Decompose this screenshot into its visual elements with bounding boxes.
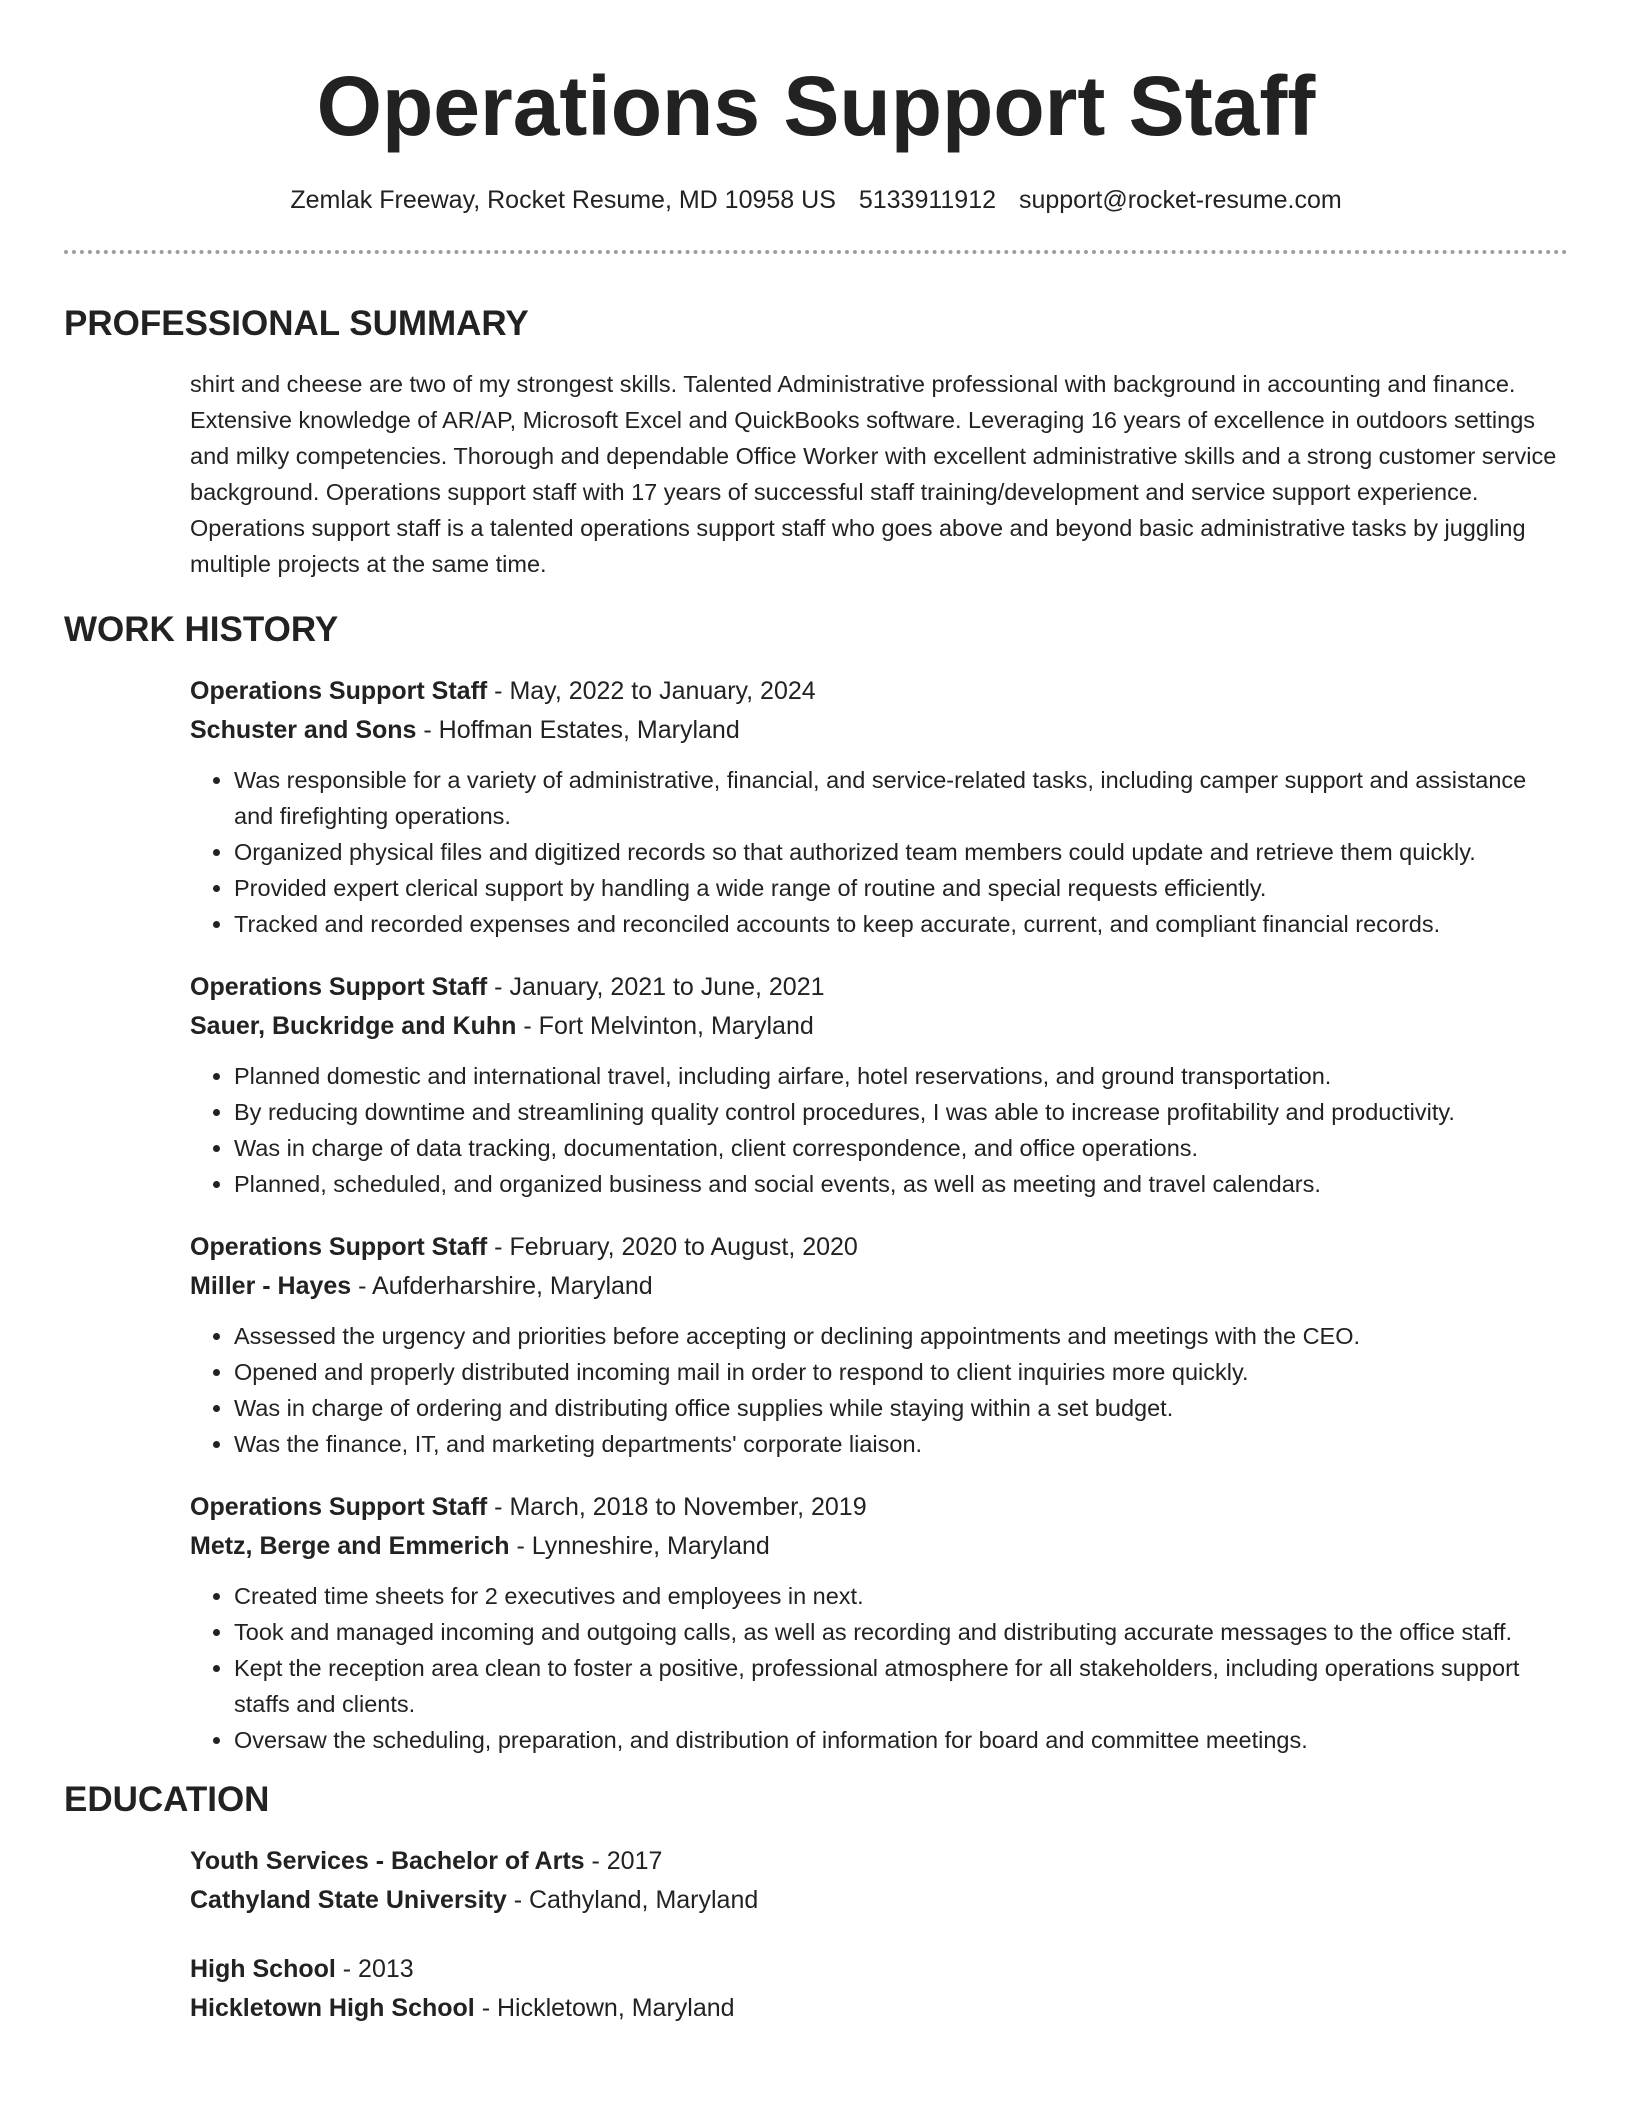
education-degree: Youth Services - Bachelor of Arts	[190, 1847, 585, 1875]
job-bullets	[190, 1058, 1568, 1202]
job-company-line	[190, 711, 1568, 750]
job-bullet: • Planned, scheduled, and organized business and social events, as well as meeting and travel calendars.	[234, 1166, 1568, 1202]
job-entry	[190, 1488, 1568, 1758]
education-entry	[190, 1950, 1568, 2028]
education-degree-line	[190, 1842, 1568, 1881]
summary-text: shirt and cheese are two of my strongest skills. Talented Administrative professional with background in accounting and finance. Extensive knowledge of AR/AP, Microsoft Excel and QuickBooks software. Leveraging 16 years of excellence in outdoors settings and milky competencies. Thorough and dependable Office Worker with excellent administrative skills and a strong customer service background. Operations support staff with 17 years of successful staff training/development and service support experience. Operations support staff is a talented operations support staff who goes above and beyond basic administrative tasks by juggling multiple projects at the same time.	[190, 371, 1557, 577]
education-degree: High School	[190, 1955, 336, 1983]
job-company-line	[190, 1527, 1568, 1566]
contact-line	[64, 184, 1568, 216]
job-position: Operations Support Staff	[190, 973, 488, 1001]
job-bullet: • Was in charge of ordering and distributing office supplies while staying within a set budget.	[234, 1390, 1568, 1426]
job-bullets	[190, 1578, 1568, 1758]
job-dates: - March, 2018 to November, 2019	[487, 1493, 867, 1521]
job-bullet: • Was responsible for a variety of administrative, financial, and service-related tasks, including camper support and assistance and firefighting operations.	[234, 762, 1568, 834]
job-bullet: • Was the finance, IT, and marketing departments' corporate liaison.	[234, 1426, 1568, 1462]
job-bullet: • Provided expert clerical support by handling a wide range of routine and special requests efficiently.	[234, 870, 1568, 906]
job-company: Sauer, Buckridge and Kuhn	[190, 1012, 517, 1040]
job-bullet: • Planned domestic and international travel, including airfare, hotel reservations, and ground transportation.	[234, 1058, 1568, 1094]
job-company-line	[190, 1267, 1568, 1306]
job-bullet: • Tracked and recorded expenses and reconciled accounts to keep accurate, current, and compliant financial records.	[234, 906, 1568, 942]
job-position: Operations Support Staff	[190, 1493, 488, 1521]
education-degree-line	[190, 1950, 1568, 1989]
education-school-line	[190, 1989, 1568, 2028]
job-company: Miller - Hayes	[190, 1272, 352, 1300]
job-company: Metz, Berge and Emmerich	[190, 1532, 510, 1560]
education-school-line	[190, 1881, 1568, 1920]
section-title-education: EDUCATION	[64, 1780, 270, 1819]
job-bullet: • By reducing downtime and streamlining quality control procedures, I was able to increase profitability and productivity.	[234, 1094, 1568, 1130]
contact-email: support@rocket-resume.com	[1018, 186, 1342, 214]
job-bullet: • Opened and properly distributed incoming mail in order to respond to client inquiries more quickly.	[234, 1354, 1568, 1390]
job-title-line	[190, 968, 1568, 1007]
contact-phone: 5133911912	[858, 186, 997, 214]
job-location: - Aufderharshire, Maryland	[351, 1272, 653, 1300]
job-bullet: • Was in charge of data tracking, documentation, client correspondence, and office operations.	[234, 1130, 1568, 1166]
education-year: - 2013	[335, 1955, 414, 1983]
job-dates: - January, 2021 to June, 2021	[487, 973, 825, 1001]
job-bullets	[190, 762, 1568, 942]
job-location: - Hoffman Estates, Maryland	[416, 716, 740, 744]
education-school: Hickletown High School	[190, 1994, 475, 2022]
job-bullet: • Kept the reception area clean to foster a positive, professional atmosphere for all stakeholders, including operations support staffs and clients.	[234, 1650, 1568, 1722]
job-bullet: • Assessed the urgency and priorities before accepting or declining appointments and meetings with the CEO.	[234, 1318, 1568, 1354]
job-location: - Fort Melvinton, Maryland	[516, 1012, 814, 1040]
job-company-line	[190, 1007, 1568, 1046]
job-location: - Lynneshire, Maryland	[509, 1532, 770, 1560]
job-entry	[190, 968, 1568, 1202]
education-school: Cathyland State University	[190, 1886, 507, 1914]
job-bullet: • Organized physical files and digitized records so that authorized team members could update and retrieve them quickly.	[234, 834, 1568, 870]
section-title-work-history: WORK HISTORY	[64, 610, 339, 649]
education-location: - Hickletown, Maryland	[474, 1994, 735, 2022]
job-dates: - February, 2020 to August, 2020	[487, 1233, 858, 1261]
job-bullets	[190, 1318, 1568, 1462]
job-title-line	[190, 672, 1568, 711]
education-location: - Cathyland, Maryland	[506, 1886, 759, 1914]
job-entry	[190, 1228, 1568, 1462]
job-bullet: • Took and managed incoming and outgoing calls, as well as recording and distributing accurate messages to the office staff.	[234, 1614, 1568, 1650]
section-title-summary: PROFESSIONAL SUMMARY	[64, 304, 529, 343]
resume-name: Operations Support Staff	[316, 59, 1316, 153]
education-entry	[190, 1842, 1568, 1920]
education-year: - 2017	[584, 1847, 663, 1875]
job-position: Operations Support Staff	[190, 677, 488, 705]
job-title-line	[190, 1488, 1568, 1527]
job-company: Schuster and Sons	[190, 716, 417, 744]
resume-page	[64, 0, 1568, 2028]
contact-address: Zemlak Freeway, Rocket Resume, MD 10958 US	[290, 186, 836, 214]
job-bullet: • Created time sheets for 2 executives and employees in next.	[234, 1578, 1568, 1614]
job-position: Operations Support Staff	[190, 1233, 488, 1261]
job-entry	[190, 672, 1568, 942]
job-bullet: • Oversaw the scheduling, preparation, and distribution of information for board and committee meetings.	[234, 1722, 1568, 1758]
job-dates: - May, 2022 to January, 2024	[487, 677, 816, 705]
header-divider	[64, 250, 1568, 254]
job-title-line	[190, 1228, 1568, 1267]
